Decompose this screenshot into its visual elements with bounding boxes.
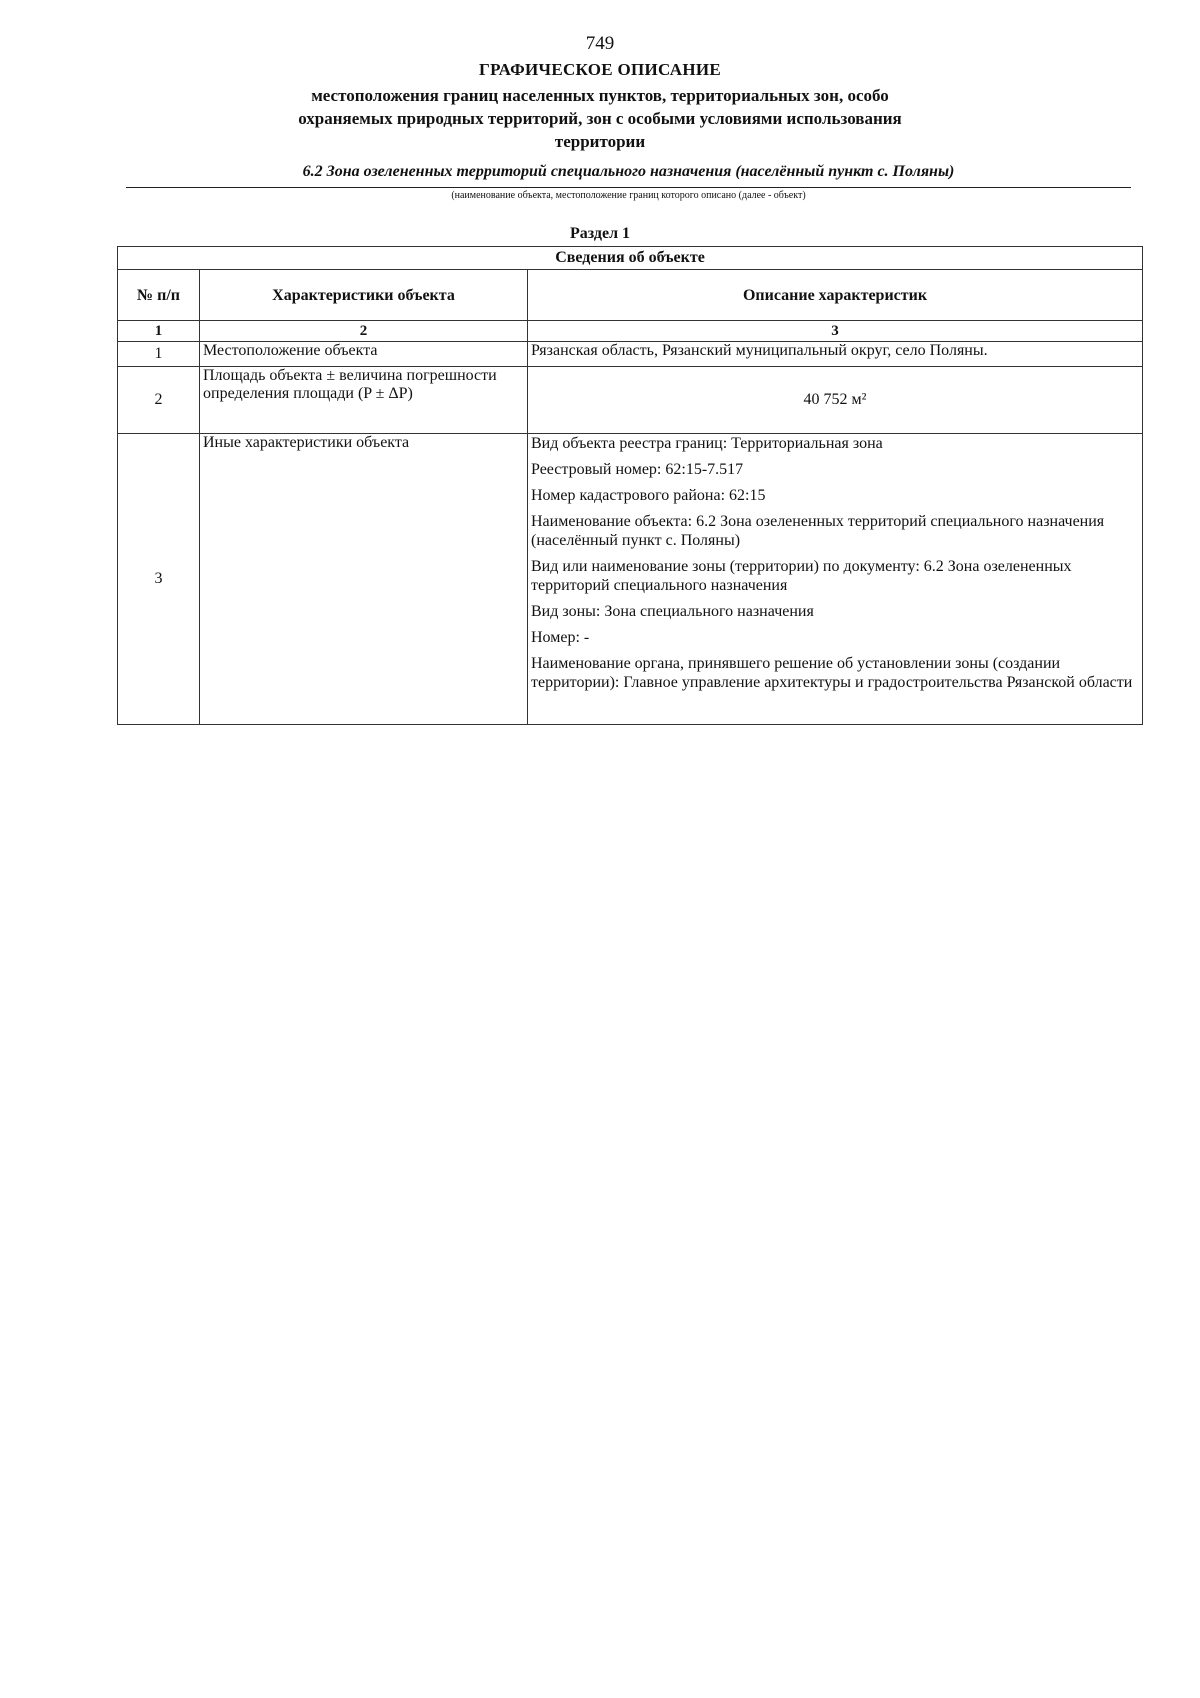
row-description (528, 434, 1143, 725)
section-title: Раздел 1 (569, 225, 631, 242)
object-info-table (117, 246, 1143, 725)
page-number: 749 (585, 33, 615, 54)
document-subtitle: местоположения границ населенных пунктов, территориальных зон, особо охраняемых природных территорий, зон с особыми условиями использования территории (298, 86, 902, 151)
description-line: Вид объекта реестра границ: Территориальная зона (531, 435, 883, 452)
table-row (118, 434, 1143, 725)
description-line: Наименование объекта: 6.2 Зона озелененных территорий специального назначения (населённый пункт с. Поляны) (531, 513, 1105, 549)
column-number: 1 (118, 321, 200, 342)
table-row (118, 367, 1143, 434)
table-caption: Сведения об объекте (118, 247, 1143, 270)
row-number: 2 (118, 367, 200, 434)
description-line: Наименование органа, принявшего решение об установлении зоны (создании территории): Главное управление архитектуры и градостроительства Рязанской области (531, 655, 1133, 691)
description-line: Номер кадастрового района: 62:15 (531, 487, 766, 504)
header-description: Описание характеристик (528, 270, 1143, 321)
table-row (118, 342, 1143, 367)
table-caption-row (118, 247, 1143, 270)
row-number: 3 (118, 434, 200, 725)
object-underline (126, 187, 1131, 188)
row-description: 40 752 м² (528, 367, 1143, 434)
object-caption: (наименование объекта, местоположение границ которого описано (далее - объект) (451, 190, 806, 201)
row-number: 1 (118, 342, 200, 367)
description-line: Вид зоны: Зона специального назначения (531, 603, 814, 620)
row-description: Рязанская область, Рязанский муниципальный округ, село Поляны. (528, 342, 1143, 367)
description-line: Вид или наименование зоны (территории) по документу: 6.2 Зона озелененных территорий специального назначения (531, 558, 1072, 594)
column-number: 2 (200, 321, 528, 342)
row-characteristic: Площадь объекта ± величина погрешности определения площади (P ± ΔP) (200, 367, 528, 434)
row-characteristic: Иные характеристики объекта (200, 434, 528, 725)
header-characteristic: Характеристики объекта (200, 270, 528, 321)
column-number-row (118, 321, 1143, 342)
description-line: Реестровый номер: 62:15-7.517 (531, 461, 744, 478)
row-characteristic: Местоположение объекта (200, 342, 528, 367)
column-number: 3 (528, 321, 1143, 342)
table-header-row (118, 270, 1143, 321)
header-number: № п/п (118, 270, 200, 321)
description-line: Номер: - (531, 629, 590, 646)
object-name: 6.2 Зона озелененных территорий специального назначения (населённый пункт с. Поляны) (302, 163, 955, 180)
document-title: ГРАФИЧЕСКОЕ ОПИСАНИЕ (478, 60, 722, 79)
